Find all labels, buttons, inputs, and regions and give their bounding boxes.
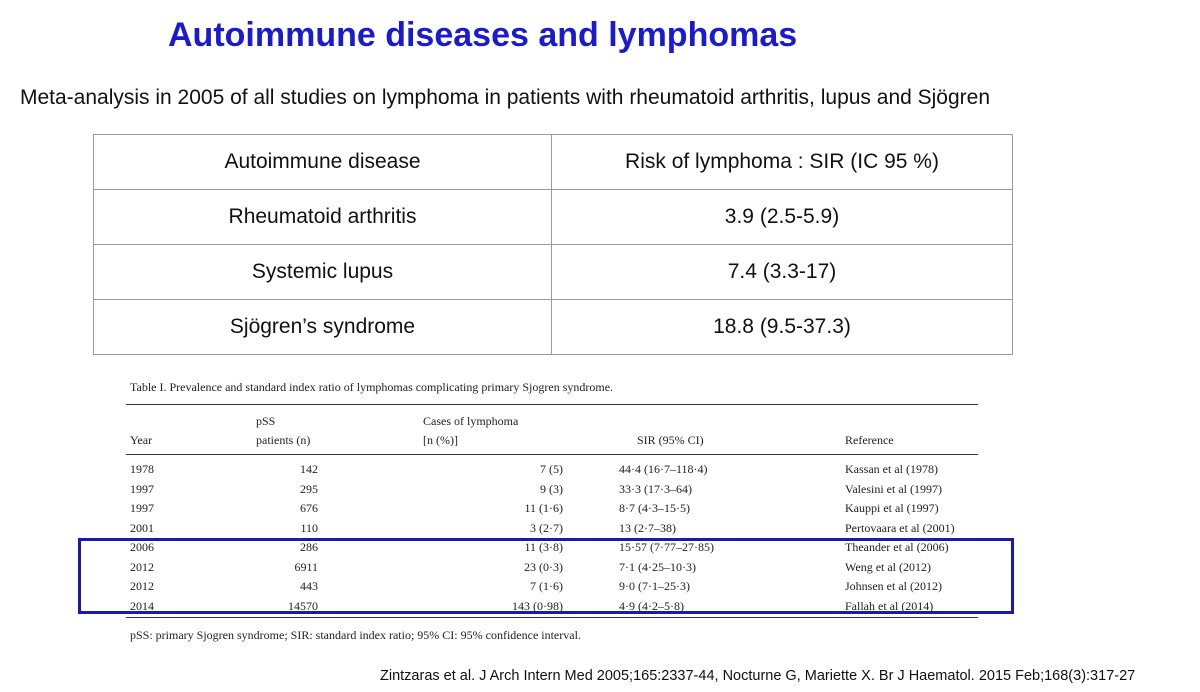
table-row (126, 480, 978, 500)
header-year: Year (130, 433, 153, 447)
cell-cases: 3 (2·7) (530, 520, 563, 535)
cell-pss-patients: 443 (300, 579, 318, 593)
paper-table-caption: Table I. Prevalence and standard index ratio of lymphomas complicating primary Sjogren syndrome. (130, 380, 614, 394)
cell-year: 1997 (130, 481, 154, 496)
cell-cases: 143 (0·98) (512, 598, 563, 613)
cell-year: 2001 (130, 520, 154, 535)
risk-table-header-row (94, 135, 1013, 190)
cell-year: 1978 (130, 462, 154, 476)
risk-table (93, 134, 1013, 355)
risk-cell-sir: 3.9 (2.5-5.9) (552, 190, 1013, 245)
cell-sir: 9·0 (7·1–25·3) (619, 579, 690, 593)
cell-sir: 8·7 (4·3–15·5) (619, 501, 690, 515)
header-sir: SIR (95% CI) (637, 433, 704, 447)
cell-reference: Johnsen et al (2012) (845, 579, 942, 593)
cell-pss-patients: 142 (300, 462, 318, 476)
cell-cases: 7 (1·6) (530, 579, 563, 593)
cell-cases: 9 (3) (540, 481, 563, 496)
risk-cell-disease: Systemic lupus (94, 245, 552, 300)
cell-pss-patients: 14570 (288, 598, 318, 613)
risk-cell-disease: Rheumatoid arthritis (94, 190, 552, 245)
slide-subtitle: Meta-analysis in 2005 of all studies on lymphoma in patients with rheumatoid arthritis, lupus and Sjögren (20, 86, 991, 109)
header-pss-top: pSS (256, 414, 276, 428)
risk-header-disease: Autoimmune disease (94, 135, 552, 190)
risk-cell-disease: Sjögren’s syndrome (94, 300, 552, 355)
risk-header-sir: Risk of lymphoma : SIR (IC 95 %) (552, 135, 1013, 190)
cell-pss-patients: 6911 (294, 559, 318, 574)
slide-title: Autoimmune diseases and lymphomas (168, 16, 798, 54)
cell-year: 2012 (130, 559, 154, 574)
cell-sir: 15·57 (7·77–27·85) (619, 540, 714, 554)
cell-sir: 13 (2·7–38) (619, 520, 676, 535)
header-cases-top: Cases of lymphoma (423, 414, 519, 428)
cell-reference: Valesini et al (1997) (845, 481, 942, 496)
cell-pss-patients: 676 (300, 501, 318, 515)
cell-cases: 23 (0·3) (524, 559, 563, 574)
cell-pss-patients: 295 (300, 481, 318, 496)
risk-cell-sir: 18.8 (9.5-37.3) (552, 300, 1013, 355)
cell-year: 2006 (130, 540, 154, 554)
cell-cases: 11 (3·8) (524, 540, 563, 554)
risk-table-row (94, 300, 1013, 355)
cell-reference: Theander et al (2006) (845, 540, 949, 554)
cell-year: 2014 (130, 598, 154, 613)
cell-pss-patients: 286 (300, 540, 318, 554)
header-pss-bottom: patients (n) (256, 433, 311, 447)
cell-reference: Kassan et al (1978) (845, 462, 938, 476)
table-row (126, 460, 978, 480)
cell-sir: 4·9 (4·2–5·8) (619, 598, 684, 613)
cell-reference: Kauppi et al (1997) (845, 501, 939, 515)
table-header-rule (126, 454, 978, 455)
table-bottom-rule (126, 617, 978, 618)
cell-sir: 7·1 (4·25–10·3) (619, 559, 696, 574)
paper-table-footnote: pSS: primary Sjogren syndrome; SIR: standard index ratio; 95% CI: 95% confidence interval. (130, 628, 581, 642)
risk-cell-sir: 7.4 (3.3-17) (552, 245, 1013, 300)
table-row (126, 499, 978, 519)
risk-table-row (94, 190, 1013, 245)
cell-reference: Weng et al (2012) (845, 559, 932, 574)
header-reference: Reference (845, 433, 894, 447)
cell-year: 1997 (130, 501, 154, 515)
cell-reference: Fallah et al (2014) (845, 598, 934, 613)
table-top-rule (126, 404, 978, 405)
cell-year: 2012 (130, 579, 154, 593)
cell-cases: 11 (1·6) (524, 501, 563, 515)
cell-sir: 33·3 (17·3–64) (619, 481, 692, 496)
cell-cases: 7 (5) (540, 462, 563, 476)
cell-reference: Pertovaara et al (2001) (845, 520, 955, 535)
cell-sir: 44·4 (16·7–118·4) (619, 462, 708, 476)
header-cases-bottom: [n (%)] (423, 433, 458, 447)
cell-pss-patients: 110 (300, 520, 318, 535)
highlight-box (78, 538, 1014, 614)
risk-table-row (94, 245, 1013, 300)
table-row (126, 519, 978, 539)
citation: Zintzaras et al. J Arch Intern Med 2005;165:2337-44, Nocturne G, Mariette X. Br J Haematol. 2015 Feb;168(3):317-27 (380, 668, 1136, 684)
